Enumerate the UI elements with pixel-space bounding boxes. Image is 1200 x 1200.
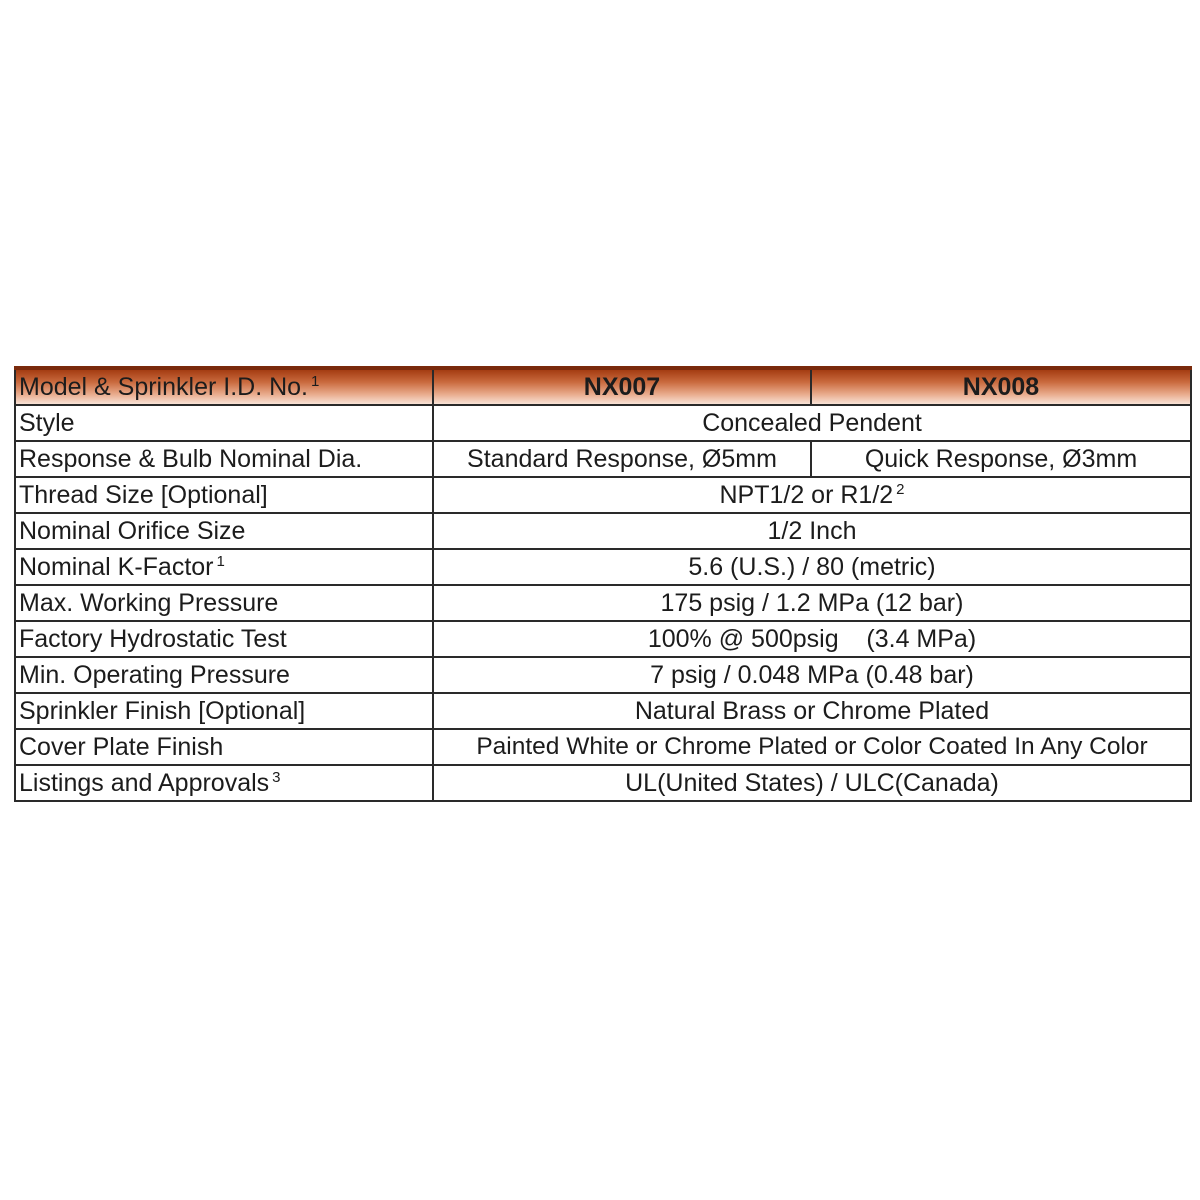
row-label-text: Sprinkler Finish [Optional]	[19, 697, 306, 725]
row-label-text: Min. Operating Pressure	[19, 661, 290, 689]
table-row	[15, 585, 1191, 621]
row-value-text: Painted White or Chrome Plated or Color Coated In Any Color	[476, 733, 1148, 760]
row-value-text: Concealed Pendent	[702, 409, 922, 437]
row-label-text: Nominal K-Factor	[19, 553, 214, 581]
row-value	[433, 693, 1191, 729]
row-value	[433, 513, 1191, 549]
row-value-nx008: Quick Response, Ø3mm	[811, 441, 1191, 477]
row-label	[15, 729, 433, 765]
row-label	[15, 513, 433, 549]
label-footnote: 3	[272, 768, 281, 786]
specification-table	[14, 366, 1192, 802]
row-label	[15, 585, 433, 621]
row-value-text: 100% @ 500psig (3.4 MPa)	[647, 625, 977, 653]
row-label	[15, 441, 433, 477]
table-row	[15, 405, 1191, 441]
row-label-text: Response & Bulb Nominal Dia.	[19, 445, 363, 473]
header-label-footnote: 1	[311, 372, 320, 390]
table-row	[15, 477, 1191, 513]
row-label	[15, 405, 433, 441]
row-value-text: NPT1/2 or R1/2	[719, 481, 894, 509]
table-row	[15, 621, 1191, 657]
row-value-text: 5.6 (U.S.) / 80 (metric)	[688, 553, 936, 581]
row-label	[15, 657, 433, 693]
row-label-text: Max. Working Pressure	[19, 589, 279, 617]
row-value	[433, 549, 1191, 585]
table-row	[15, 657, 1191, 693]
table-row	[15, 513, 1191, 549]
header-label: Model & Sprinkler I.D. No.	[19, 373, 308, 401]
row-label	[15, 765, 433, 801]
table-row	[15, 549, 1191, 585]
row-value	[433, 405, 1191, 441]
row-value-text: 175 psig / 1.2 MPa (12 bar)	[660, 589, 964, 617]
row-value	[433, 765, 1191, 801]
row-label-text: Nominal Orifice Size	[19, 517, 246, 545]
row-label-text: Style	[19, 409, 75, 437]
model-nx008-header: NX008	[811, 368, 1191, 405]
row-label	[15, 549, 433, 585]
table-row	[15, 441, 1191, 477]
row-value-nx007: Standard Response, Ø5mm	[433, 441, 811, 477]
model-nx007-header: NX007	[433, 368, 811, 405]
row-label	[15, 477, 433, 513]
row-label-text: Thread Size [Optional]	[19, 481, 268, 509]
table-row	[15, 765, 1191, 801]
row-label	[15, 621, 433, 657]
row-value	[433, 585, 1191, 621]
row-label-text: Factory Hydrostatic Test	[19, 625, 287, 653]
row-value-text: 7 psig / 0.048 MPa (0.48 bar)	[650, 661, 974, 689]
row-label-text: Cover Plate Finish	[19, 733, 224, 761]
row-label	[15, 693, 433, 729]
header-row	[15, 368, 1191, 405]
header-label-cell	[15, 368, 433, 405]
row-value	[433, 657, 1191, 693]
row-label-text: Listings and Approvals	[19, 769, 270, 797]
row-value-text: Natural Brass or Chrome Plated	[634, 697, 990, 725]
table-row	[15, 693, 1191, 729]
label-footnote: 1	[216, 552, 225, 570]
row-value	[433, 621, 1191, 657]
row-value-text: 1/2 Inch	[767, 517, 857, 545]
value-footnote: 2	[896, 480, 905, 498]
row-value	[433, 729, 1191, 765]
table-row	[15, 729, 1191, 765]
row-value-text: UL(United States) / ULC(Canada)	[625, 769, 999, 797]
row-value	[433, 477, 1191, 513]
